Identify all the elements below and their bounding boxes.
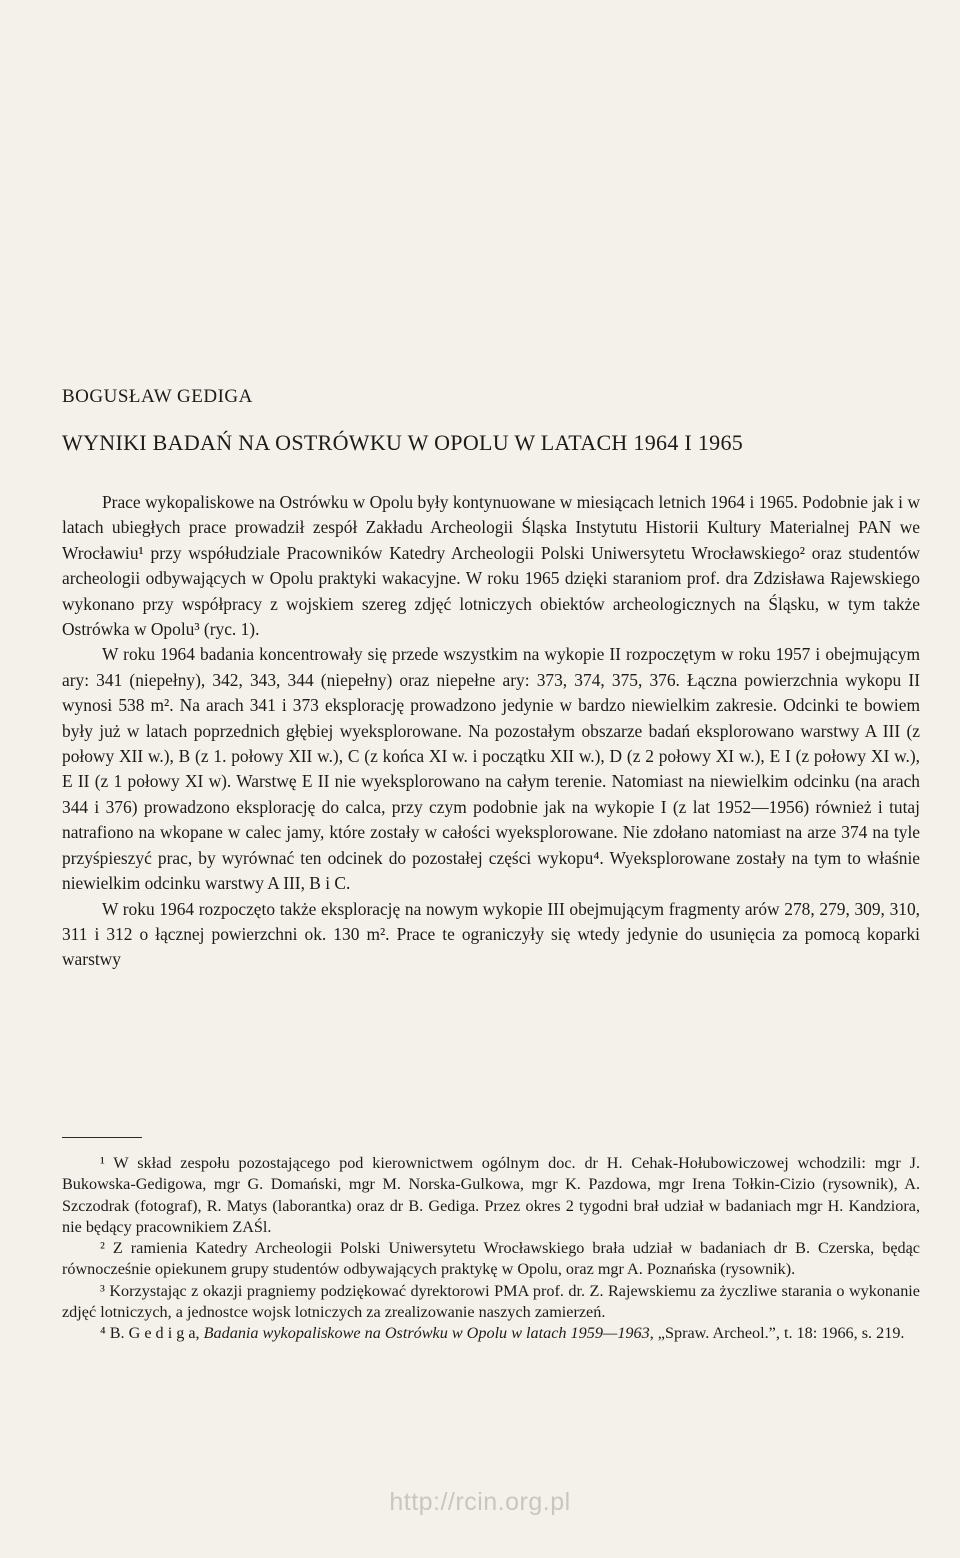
article-title: WYNIKI BADAŃ NA OSTRÓWKU W OPOLU W LATACH 1964 I 1965 <box>62 430 744 455</box>
footnotes <box>62 1153 920 1345</box>
footnote-1: ¹ W skład zespołu pozostającego pod kierownictwem ogólnym doc. dr H. Cehak-Hołubowiczowej wchodzili: mgr J. Bukowska-Gedigowa, mgr G. Domański, mgr M. Norska-Gulkowa, mgr K. Pazdowa, mgr Irena Tołkin-Cizio (rysownik), A. Szczodrak (fotograf), R. Matys (laborantka) oraz dr B. Gediga. Przez okres 2 tygodni brał udział w badaniach mgr H. Kandziora, nie będący pracownikiem ZAŚl. <box>62 1154 920 1236</box>
footnote-4-author: ⁴ B. G e d i g a, <box>100 1324 204 1343</box>
paragraph-1: Prace wykopaliskowe na Ostrówku w Opolu były kontynuowane w miesiącach letnich 1964 i 1965. Podobnie jak i w latach ubiegłych prace prowadził zespół Zakładu Archeologii Śląska Instytutu Historii Kultury Materialnej PAN we Wrocławiu¹ przy współudziale Pracowników Katedry Archeologii Polski Uniwersytetu Wrocławskiego² oraz studentów archeologii odbywających w Opolu praktyki wakacyjne. W roku 1965 dzięki staraniom prof. dra Zdzisława Rajewskiego wykonano przy współpracy z wojskiem szereg zdjęć lotniczych obiektów archeologicznych na Śląsku, w tym także Ostrówka w Opolu³ (ryc. 1). <box>62 492 920 640</box>
article-body <box>62 490 920 973</box>
author-name: BOGUSŁAW GEDIGA <box>62 386 253 407</box>
watermark-url: http://rcin.org.pl <box>389 1488 571 1516</box>
footnote-4-title: Badania wykopaliskowe na Ostrówku w Opolu w latach 1959—1963 <box>203 1324 650 1343</box>
paragraph-2: W roku 1964 badania koncentrowały się przede wszystkim na wykopie II rozpoczętym w roku 1957 i obejmującym ary: 341 (niepełny), 342, 343, 344 (niepełny) oraz niepełne ary: 373, 374, 375, 376. Łączna powierzchnia wykopu II wynosi 538 m². Na arach 341 i 373 eksplorację prowadzono jedynie w bardzo niewielkim zakresie. Odcinki te bowiem były już w latach poprzednich głębiej wyeksplorowane. Na pozostałym obszarze badań eksplorowano warstwy A III (z połowy XII w.), B (z 1. połowy XII w.), C (z końca XI w. i początku XII w.), D (z 2 połowy XI w.), E I (z połowy XI w.), E II (z 1 połowy XI w). Warstwę E II nie wyeksplorowano na całym terenie. Natomiast na niewielkim odcinku (na arach 344 i 376) prowadzono eksplorację do calca, przy czym podobnie jak na wykopie I (z lat 1952—1956) również i tutaj natrafiono na wkopane w calec jamy, które zostały w całości wyeksplorowane. Nie zdołano natomiast na arze 374 na tyle przyśpieszyć prac, by wyrównać ten odcinek do pozostałej części wykopu⁴. Wyeksplorowane zostały na tym to właśnie niewielkim odcinku warstwy A III, B i C. <box>62 644 920 894</box>
paragraph-3: W roku 1964 rozpoczęto także eksplorację na nowym wykopie III obejmującym fragmenty arów 278, 279, 309, 310, 311 i 312 o łącznej powierzchni ok. 130 m². Prace te ograniczyły się wtedy jedynie do usunięcia za pomocą koparki warstwy <box>62 898 920 970</box>
footnote-4 <box>62 1323 920 1344</box>
footnote-separator <box>62 1137 142 1138</box>
footnote-4-source: , „Spraw. Archeol.”, t. 18: 1966, s. 219. <box>649 1324 905 1343</box>
footnote-3: ³ Korzystając z okazji pragniemy podziękować dyrektorowi PMA prof. dr. Z. Rajewskiemu za życzliwe starania o wykonanie zdjęć lotniczych, a jednostce wojsk lotniczych za zrealizowanie naszych zamierzeń. <box>62 1281 920 1322</box>
footnote-2: ² Z ramienia Katedry Archeologii Polski Uniwersytetu Wrocławskiego brała udział w badaniach dr B. Czerska, będąc równocześnie opiekunem grupy studentów odbywających praktykę w Opolu, oraz mgr A. Poznańska (rysownik). <box>62 1239 920 1279</box>
